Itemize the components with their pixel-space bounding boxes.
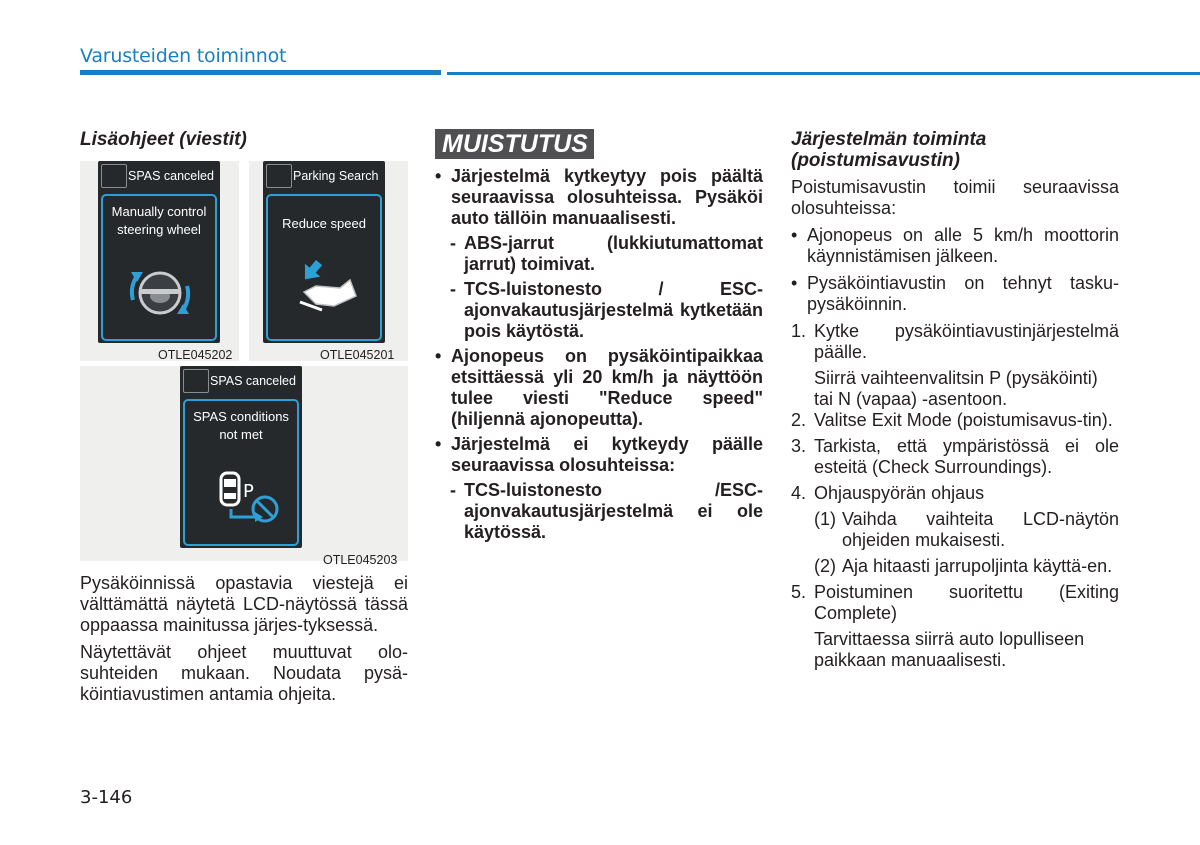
dash-marker: - bbox=[450, 279, 456, 299]
step-item bbox=[791, 436, 1119, 478]
substep-item bbox=[791, 556, 1119, 577]
subitem-text: TCS-luistonesto /ESC-ajonvakautusjärjestelmä ei ole käytössä. bbox=[464, 480, 763, 542]
figure-area bbox=[80, 161, 408, 567]
step-number: 2. bbox=[791, 410, 807, 430]
step-number: 4. bbox=[791, 483, 807, 503]
notice-subitem bbox=[435, 279, 763, 342]
lcd-screen-3 bbox=[180, 366, 302, 548]
step-number: 1. bbox=[791, 321, 807, 341]
subitem-text: ABS-jarrut (lukkiutumattomat jarrut) toimivat. bbox=[464, 233, 763, 274]
bullet-text: Järjestelmä ei kytkeydy päälle seuraavissa olosuhteissa: bbox=[451, 434, 763, 475]
step-item bbox=[791, 483, 1119, 504]
substep-item bbox=[791, 509, 1119, 551]
step-text: Poistuminen suoritettu (Exiting Complete) bbox=[814, 582, 1119, 623]
dash-marker: - bbox=[450, 233, 456, 253]
screen-top-label: SPAS canceled bbox=[210, 374, 296, 388]
step-item bbox=[791, 321, 1119, 363]
substep-number: (2) bbox=[814, 556, 836, 576]
left-paragraph: Näytettävät ohjeet muuttuvat olo-suhteiden mukaan. Noudata pysä-köintiavustimen antamia ohjeita. bbox=[80, 642, 408, 704]
bullet-text: Pysäköintiavustin on tehnyt tasku-pysäköinnin. bbox=[807, 273, 1119, 314]
figure-code-1: OTLE045202 bbox=[158, 348, 233, 362]
screen-message-frame bbox=[183, 399, 299, 546]
bullet-marker: • bbox=[435, 346, 442, 366]
steering-wheel-icon bbox=[125, 258, 195, 328]
bullet-text: Ajonopeus on pysäköintipaikkaa etsittäessä yli 20 km/h ja näyttöön tulee viesti "Reduce speed" (hiljennä ajonopeutta). bbox=[451, 346, 763, 429]
lcd-screen-2 bbox=[263, 161, 385, 343]
notice-badge: MUISTUTUS bbox=[435, 129, 594, 159]
section-title: Varusteiden toiminnot bbox=[80, 45, 287, 67]
right-column bbox=[791, 126, 1119, 671]
subitem-text: TCS-luistonesto / ESC-ajonvakautusjärjestelmä kytketään pois käytöstä. bbox=[464, 279, 763, 341]
notice-bullet bbox=[435, 434, 763, 476]
brake-pedal-icon bbox=[294, 258, 360, 316]
substep-text: Vaihda vaihteita LCD-näytön ohjeiden mukaisesti. bbox=[842, 509, 1119, 550]
intro-text: Poistumisavustin toimii seuraavissa olosuhteissa: bbox=[791, 177, 1119, 218]
bullet-marker: • bbox=[791, 273, 798, 293]
notice-subitem bbox=[435, 233, 763, 275]
screen-message-frame bbox=[101, 194, 217, 341]
step-text: Kytke pysäköintiavustinjärjestelmä päälle. bbox=[814, 321, 1119, 362]
screen-message-line: Manually control bbox=[111, 204, 207, 219]
bullet-marker: • bbox=[791, 225, 798, 245]
indicator-box bbox=[101, 164, 127, 188]
screen-message-line: SPAS conditions bbox=[193, 409, 289, 424]
header-rule-right bbox=[447, 72, 1200, 75]
figure-code-3: OTLE045203 bbox=[323, 553, 398, 567]
screen-message-line: Reduce speed bbox=[282, 216, 366, 231]
car-no-parking-icon bbox=[215, 469, 283, 527]
right-heading bbox=[791, 129, 1119, 171]
screen-top-label: Parking Search bbox=[293, 169, 379, 183]
screen-top-label: SPAS canceled bbox=[128, 169, 214, 183]
left-paragraph: Pysäköinnissä opastavia viestejä ei välttämättä näytetä LCD-näytössä tässä oppaassa mainitussa järjes-tyksessä. bbox=[80, 573, 408, 635]
step-text: Tarkista, että ympäristössä ei ole esteitä (Check Surroundings). bbox=[814, 436, 1119, 477]
bullet-marker: • bbox=[435, 434, 442, 454]
substep-number: (1) bbox=[814, 509, 836, 529]
dash-marker: - bbox=[450, 480, 456, 500]
lcd-screen-1 bbox=[98, 161, 220, 343]
right-heading-line: (poistumisavustin) bbox=[791, 150, 960, 171]
figure-code-2: OTLE045201 bbox=[320, 348, 395, 362]
right-heading-line: Järjestelmän toiminta bbox=[791, 129, 987, 150]
bullet-text: Ajonopeus on alle 5 km/h moottorin käynnistämisen jälkeen. bbox=[807, 225, 1119, 266]
middle-column bbox=[435, 126, 763, 547]
step-item bbox=[791, 410, 1119, 431]
indicator-box bbox=[266, 164, 292, 188]
notice-bullet bbox=[435, 166, 763, 229]
svg-text:P: P bbox=[243, 481, 254, 502]
screen-message-line: not met bbox=[219, 427, 263, 442]
notice-bullet bbox=[435, 346, 763, 430]
indicator-box bbox=[183, 369, 209, 393]
step-continuation: Siirrä vaihteenvalitsin P (pysäköinti) tai N (vapaa) -asentoon. bbox=[814, 368, 1098, 409]
step-item bbox=[791, 582, 1119, 624]
step-number: 3. bbox=[791, 436, 807, 456]
screen-message-line: steering wheel bbox=[117, 222, 201, 237]
left-heading: Lisäohjeet (viestit) bbox=[80, 129, 247, 150]
step-text: Valitse Exit Mode (poistumisavus-tin). bbox=[814, 410, 1113, 430]
substep-text: Aja hitaasti jarrupoljinta käyttä-en. bbox=[842, 556, 1113, 576]
bullet-text: Järjestelmä kytkeytyy pois päältä seuraavissa olosuhteissa. Pysäköi auto tällöin manuaalisesti. bbox=[451, 166, 763, 228]
condition-bullet bbox=[791, 273, 1119, 315]
header-rule-left bbox=[80, 70, 441, 75]
notice-subitem bbox=[435, 480, 763, 543]
bullet-marker: • bbox=[435, 166, 442, 186]
page-number: 3-146 bbox=[80, 787, 133, 808]
step-number: 5. bbox=[791, 582, 807, 602]
left-column bbox=[80, 126, 408, 711]
condition-bullet bbox=[791, 225, 1119, 267]
screen-message-frame bbox=[266, 194, 382, 341]
step-text: Ohjauspyörän ohjaus bbox=[814, 483, 985, 503]
step-continuation: Tarvittaessa siirrä auto lopulliseen paikkaan manuaalisesti. bbox=[814, 629, 1085, 670]
